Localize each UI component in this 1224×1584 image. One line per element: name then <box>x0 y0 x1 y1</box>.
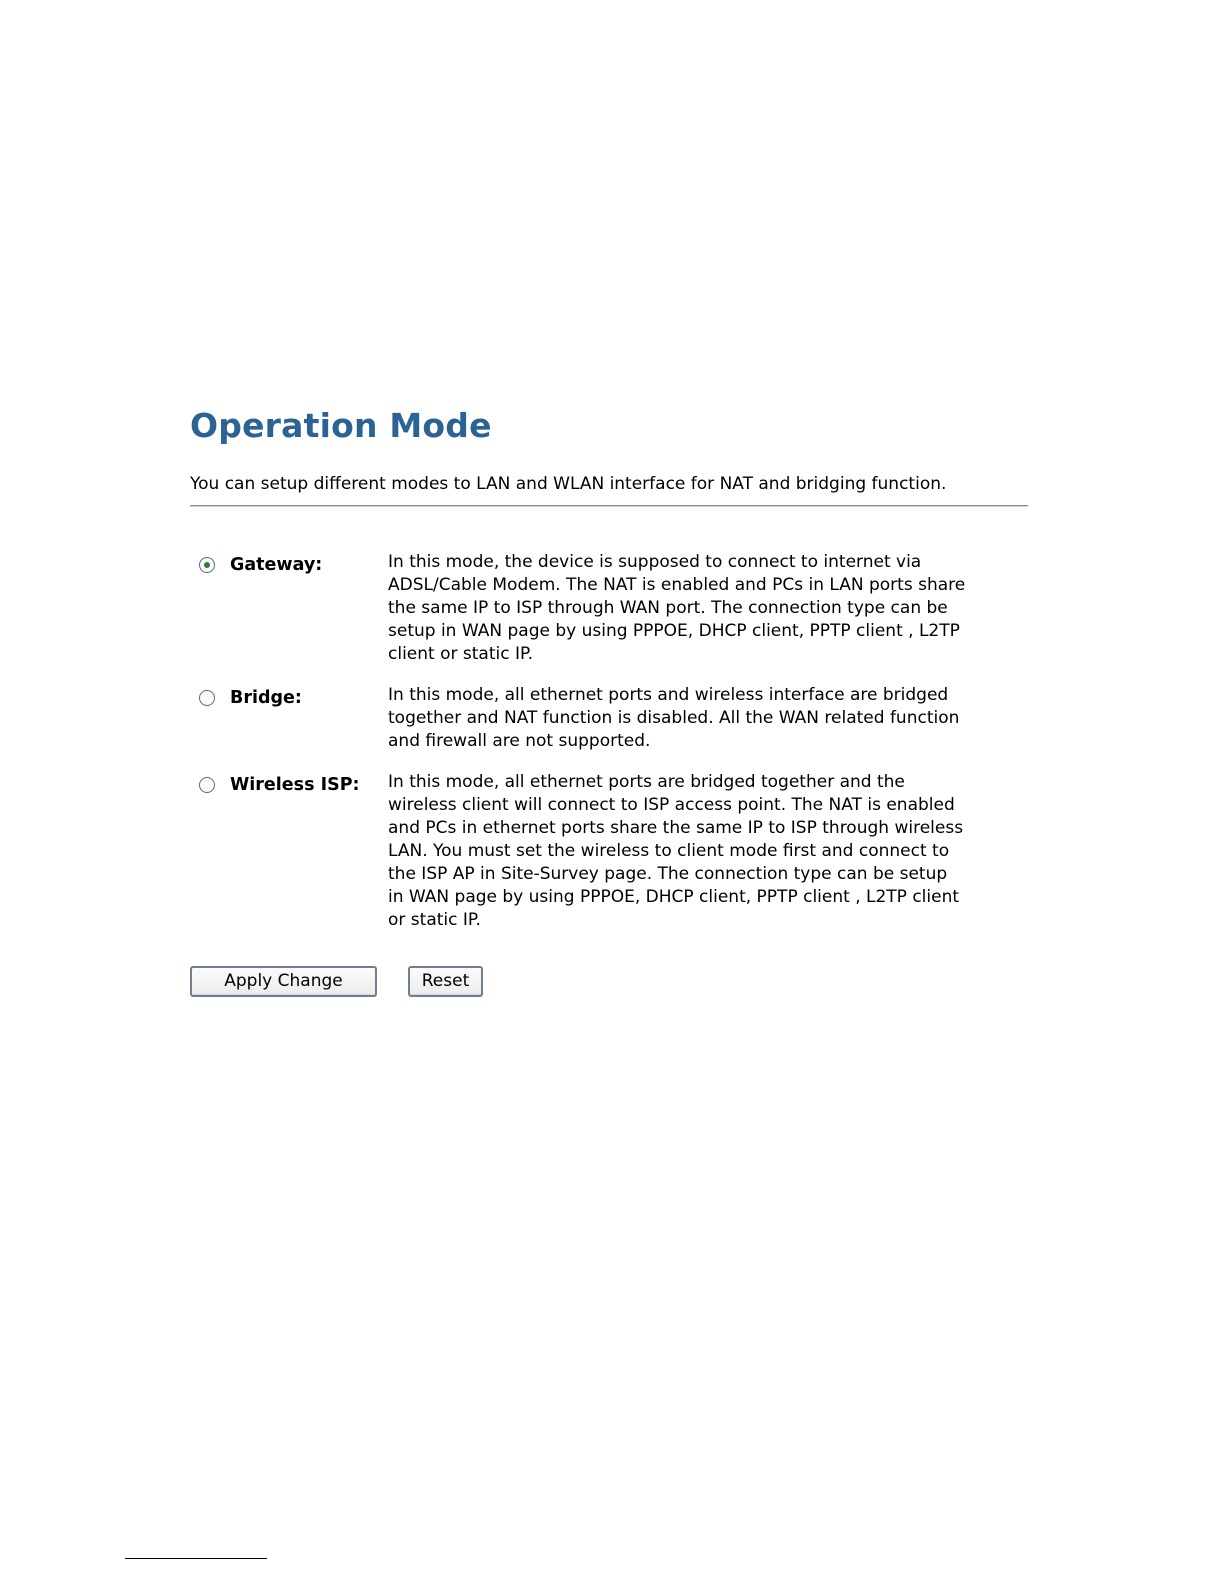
reset-button[interactable]: Reset <box>408 966 483 997</box>
operation-mode-page <box>190 400 1030 997</box>
gateway-description: In this mode, the device is supposed to connect to internet via ADSL/Cable Modem. The NAT is enabled and PCs in LAN ports share the same IP to ISP through WAN port. The connection type can be setup in WAN page by using PPPOE, DHCP client, PPTP client , L2TP client or static IP. <box>388 552 966 664</box>
gateway-radio-label[interactable] <box>190 551 388 577</box>
bridge-radio[interactable] <box>199 690 215 706</box>
button-row <box>190 966 1030 997</box>
footnote-rule <box>125 1558 267 1559</box>
apply-change-button[interactable]: Apply Change <box>190 966 377 997</box>
gateway-label: Gateway: <box>230 555 323 575</box>
gateway-radio[interactable] <box>199 557 215 573</box>
wireless-isp-radio-label[interactable] <box>190 771 388 797</box>
wireless-isp-radio[interactable] <box>199 777 215 793</box>
mode-option-wireless-isp <box>190 771 1030 932</box>
wireless-isp-description: In this mode, all ethernet ports are bridged together and the wireless client will connect to ISP access point. The NAT is enabled and PCs in ethernet ports share the same IP to ISP through wireless LAN. You must set the wireless to client mode first and connect to the ISP AP in Site-Survey page. The connection type can be setup in WAN page by using PPPOE, DHCP client, PPTP client , L2TP client or static IP. <box>388 772 964 930</box>
bridge-radio-label[interactable] <box>190 684 388 710</box>
bridge-description: In this mode, all ethernet ports and wireless interface are bridged together and NAT function is disabled. All the WAN related function and firewall are not supported. <box>388 685 960 751</box>
mode-option-gateway <box>190 551 1030 666</box>
divider <box>190 505 1028 507</box>
bridge-label: Bridge: <box>230 688 302 708</box>
mode-option-bridge <box>190 684 1030 753</box>
page-title: Operation Mode <box>190 406 492 445</box>
mode-list <box>190 551 1030 932</box>
wireless-isp-label: Wireless ISP: <box>230 775 360 795</box>
page-intro: You can setup different modes to LAN and WLAN interface for NAT and bridging function. <box>190 474 947 494</box>
